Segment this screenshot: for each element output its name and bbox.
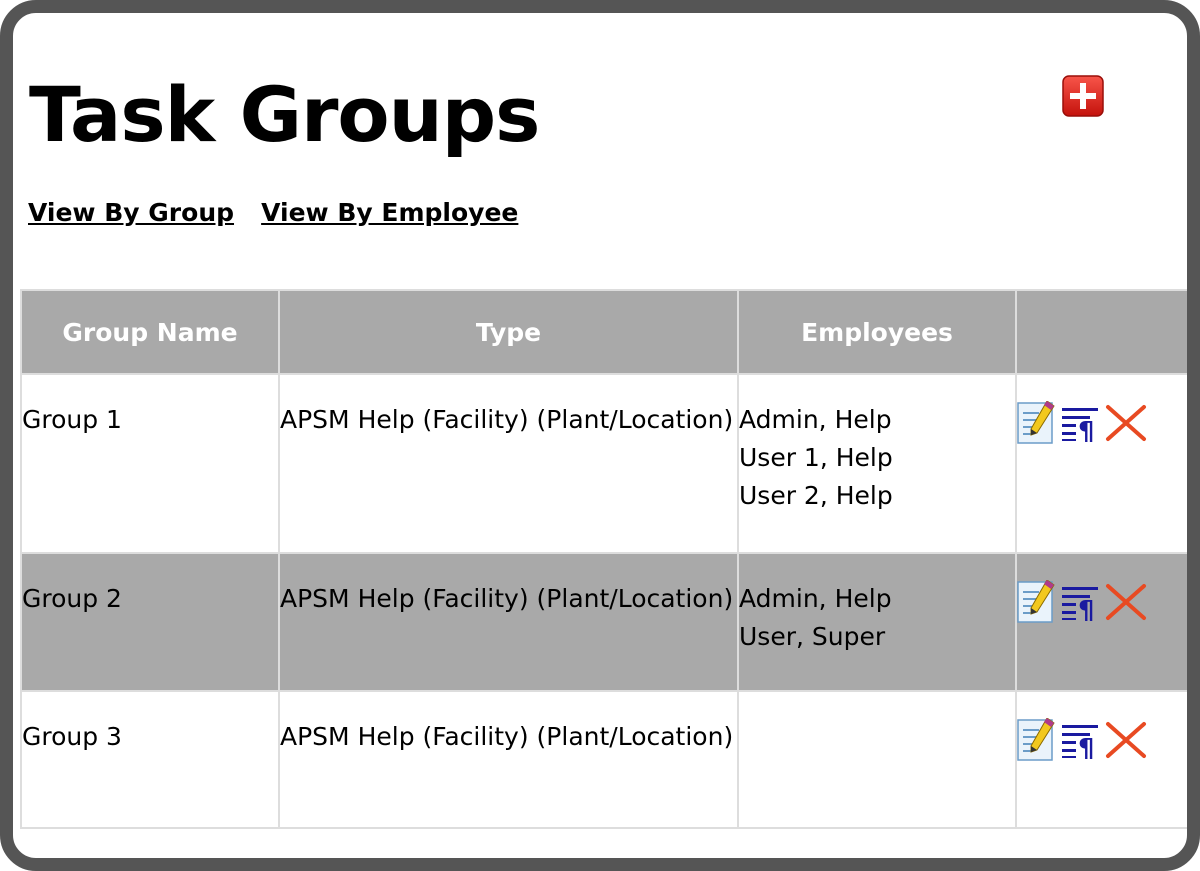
page-title: Task Groups [29, 70, 540, 159]
table-row [21, 374, 1200, 553]
svg-text:¶: ¶ [1078, 596, 1095, 621]
view-by-employee-link[interactable]: View By Employee [261, 198, 519, 227]
actions-cell [1016, 374, 1200, 553]
group-type-cell: APSM Help (Facility) (Plant/Location) [279, 691, 738, 828]
employee-name: User, Super [739, 622, 886, 651]
group-name-cell: Group 3 [21, 691, 279, 828]
svg-text:¶: ¶ [1078, 417, 1095, 442]
plus-icon [1062, 75, 1104, 117]
group-type-cell: APSM Help (Facility) (Plant/Location) [279, 374, 738, 553]
edit-icon[interactable] [1017, 718, 1055, 762]
column-header-employees[interactable]: Employees [738, 290, 1016, 374]
actions-cell [1016, 553, 1200, 691]
add-group-button[interactable] [1062, 75, 1104, 117]
employee-name: User 1, Help [739, 443, 893, 472]
task-groups-table [20, 289, 1200, 829]
edit-icon[interactable] [1017, 401, 1055, 445]
employee-name: User 2, Help [739, 481, 893, 510]
column-header-type[interactable]: Type [279, 290, 738, 374]
employees-cell [738, 691, 1016, 828]
delete-icon[interactable] [1105, 404, 1147, 442]
edit-icon[interactable] [1017, 580, 1055, 624]
employee-name: Admin, Help [739, 405, 892, 434]
table-row [21, 691, 1200, 828]
details-icon[interactable] [1061, 583, 1099, 621]
group-type-cell: APSM Help (Facility) (Plant/Location) [279, 553, 738, 691]
view-nav [28, 198, 540, 227]
table-header-row [21, 290, 1200, 374]
employee-name: Admin, Help [739, 584, 892, 613]
view-by-group-link[interactable]: View By Group [28, 198, 235, 227]
employees-cell [738, 374, 1016, 553]
delete-icon[interactable] [1105, 721, 1147, 759]
details-icon[interactable] [1061, 721, 1099, 759]
details-icon[interactable] [1061, 404, 1099, 442]
actions-cell [1016, 691, 1200, 828]
table-row [21, 553, 1200, 691]
group-name-cell: Group 2 [21, 553, 279, 691]
delete-icon[interactable] [1105, 583, 1147, 621]
column-header-actions [1016, 290, 1200, 374]
column-header-group-name[interactable]: Group Name [21, 290, 279, 374]
group-name-cell: Group 1 [21, 374, 279, 553]
employees-cell [738, 553, 1016, 691]
svg-text:¶: ¶ [1078, 734, 1095, 759]
